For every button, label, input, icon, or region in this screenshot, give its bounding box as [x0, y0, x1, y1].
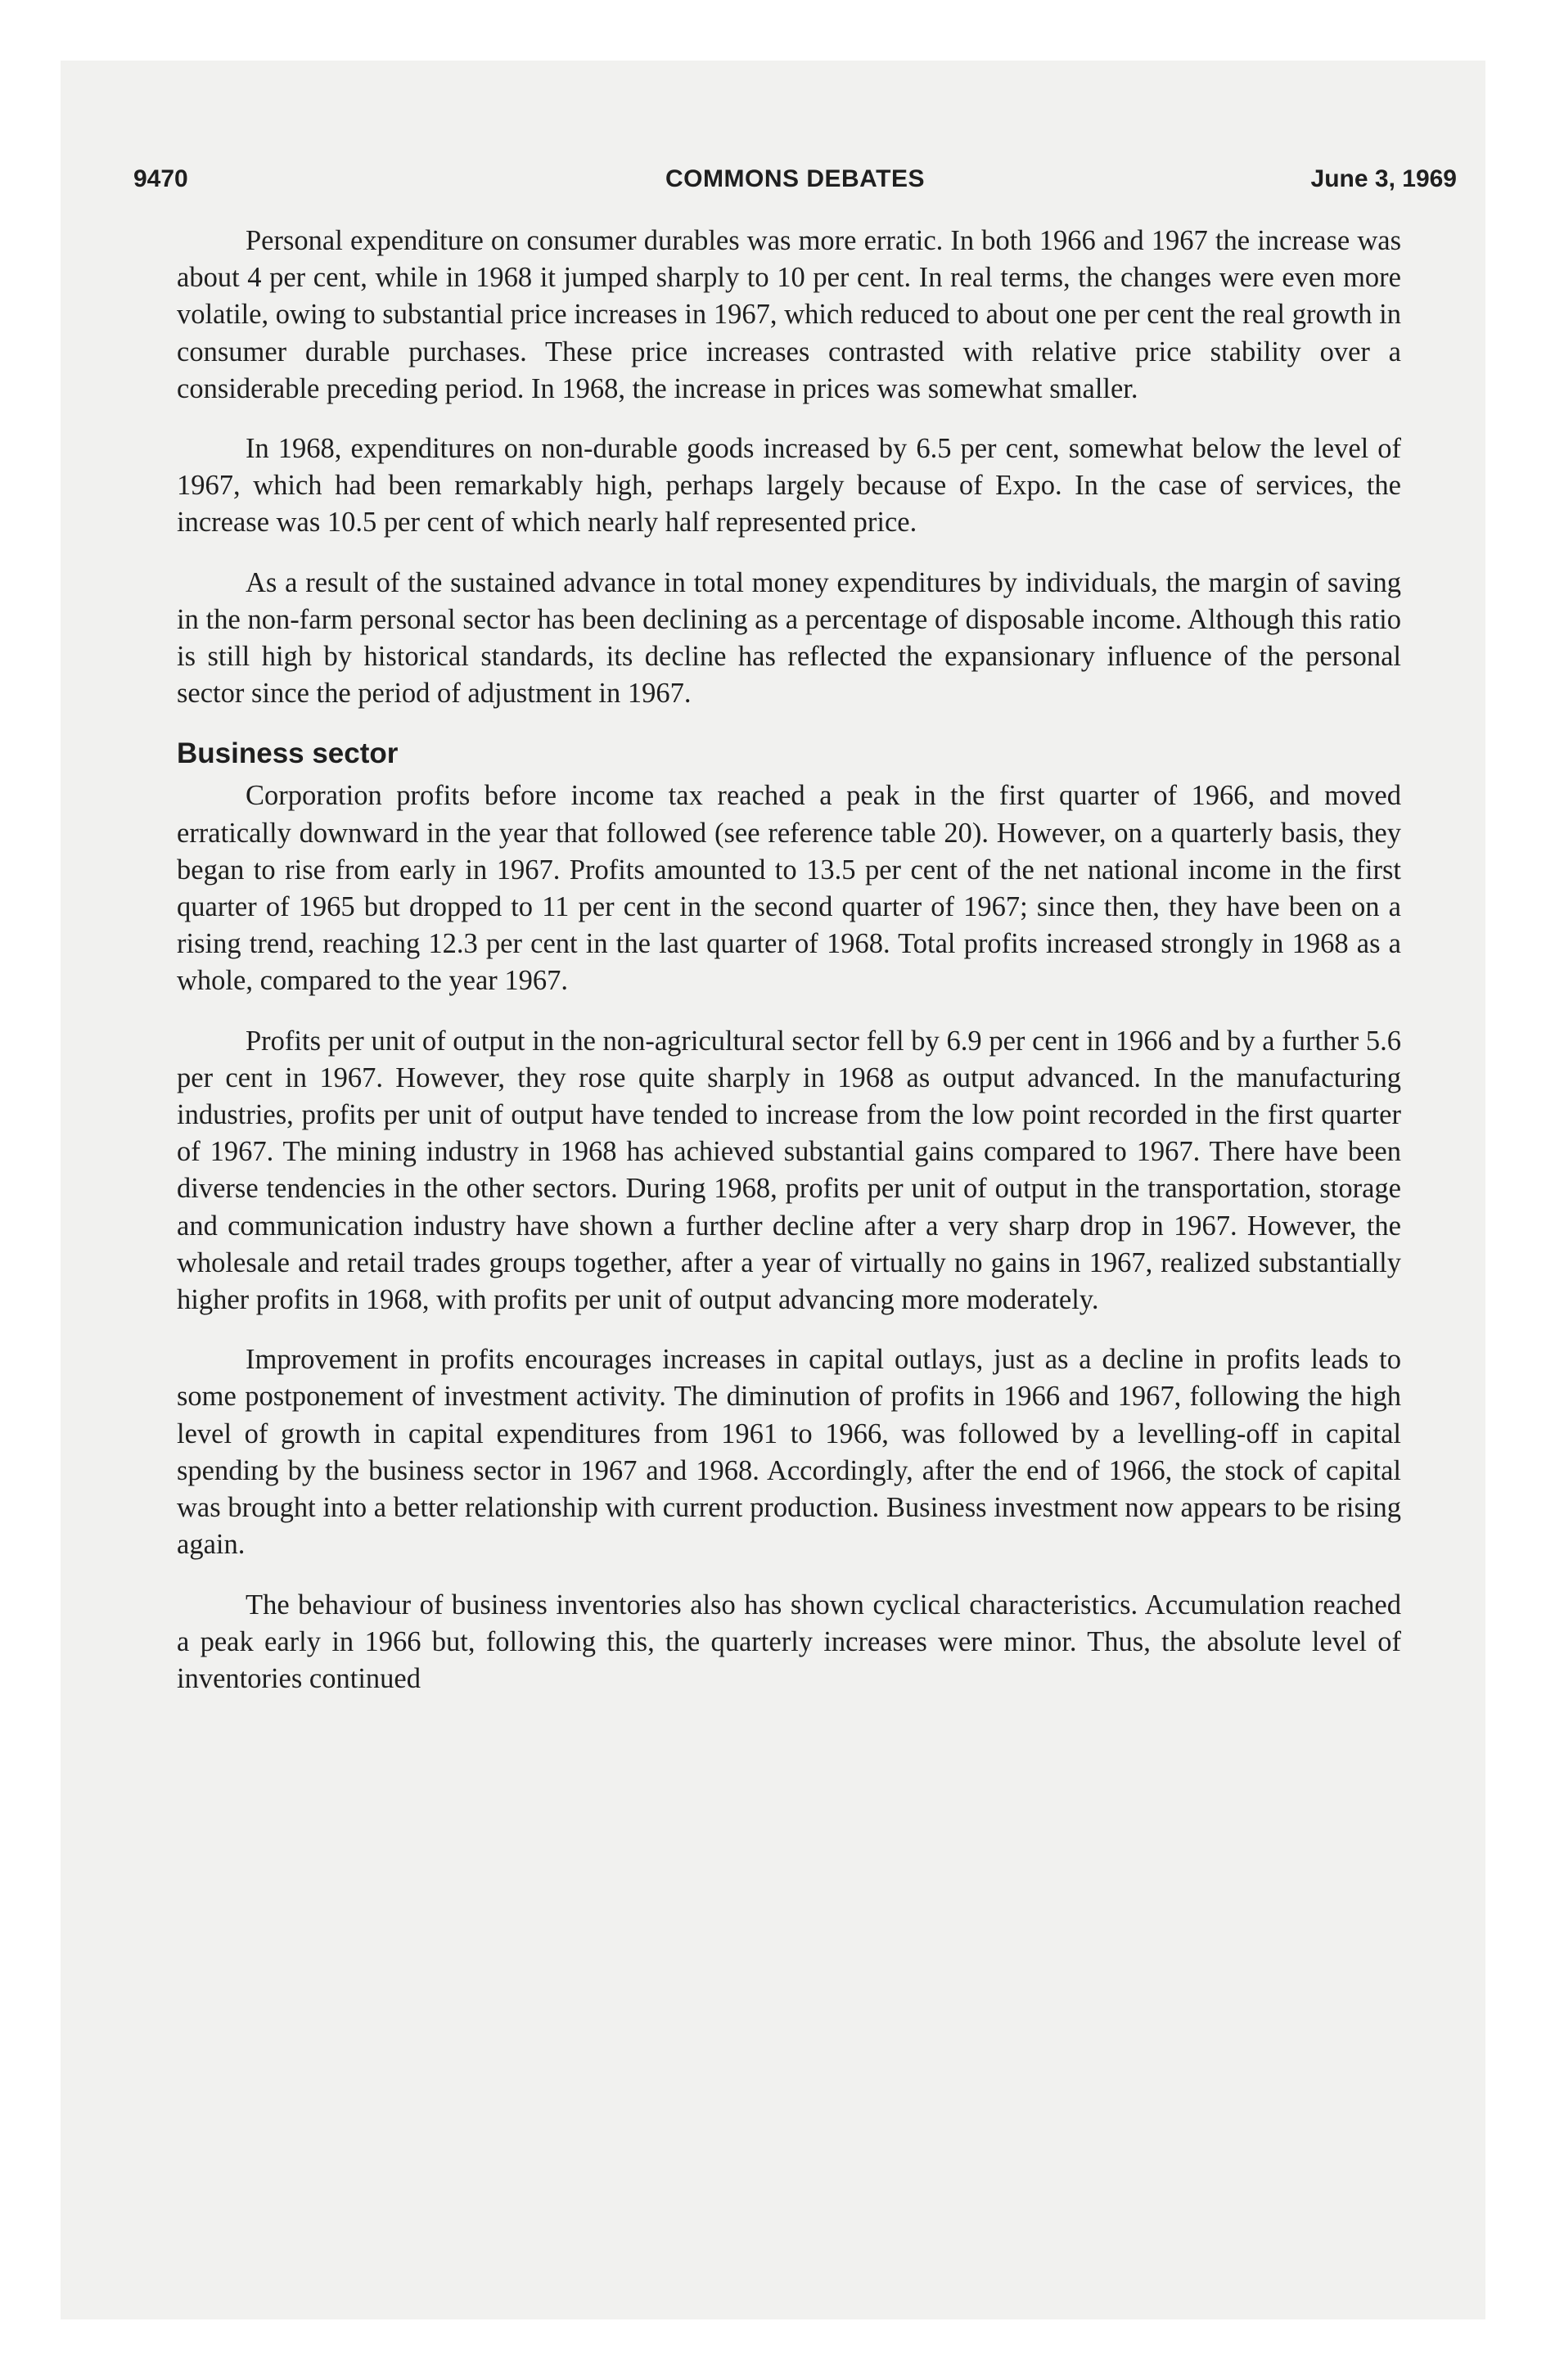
section-heading-business-sector: Business sector [177, 737, 399, 770]
paragraph-personal-saving: As a result of the sustained advance in total money expenditures by individuals, the margin of saving in the non-farm personal sector has been declining as a percentage of disposable income. Although this ratio is still high by historical standards, its decline has reflected the expansionary influence of the personal sector since the period of adjustment in 1967. [177, 566, 1401, 710]
paragraph-profits-per-unit: Profits per unit of output in the non-agricultural sector fell by 6.9 per cent in 1966 and by a further 5.6 per cent in 1967. However, they rose quite sharply in 1968 as output advanced. In the manufacturing industries, profits per unit of output have tended to increase from the low point recorded in the first quarter of 1967. The mining industry in 1968 has achieved substantial gains compared to 1967. There have been diverse tendencies in the other sectors. During 1968, profits per unit of output in the transportation, storage and communication industry have shown a further decline after a very sharp drop in 1967. However, the wholesale and retail trades groups together, after a year of virtually no gains in 1967, realized substantially higher profits in 1968, with profits per unit of output advancing more moderately. [177, 1025, 1401, 1316]
paragraph-consumer-durables: Personal expenditure on consumer durables was more erratic. In both 1966 and 1967 the increase was about 4 per cent, while in 1968 it jumped sharply to 10 per cent. In real terms, the changes were even more volatile, owing to substantial price increases in 1967, which reduced to about one per cent the real growth in consumer durable purchases. These price increases contrasted with relative price stability over a considerable preceding period. In 1968, the increase in prices was somewhat smaller. [177, 225, 1401, 404]
page-number: 9470 [133, 165, 188, 192]
paragraph-corporation-profits: Corporation profits before income tax reached a peak in the first quarter of 1966, and moved erratically downward in the year that followed (see reference table 20). However, on a quarterly basis, they began to rise from early in 1967. Profits amounted to 13.5 per cent of the net national income in the first quarter of 1965 but dropped to 11 per cent in the second quarter of 1967; since then, they have been on a rising trend, reaching 12.3 per cent in the last quarter of 1968. Total profits increased strongly in 1968 as a whole, compared to the year 1967. [177, 780, 1401, 997]
paragraph-capital-outlays: Improvement in profits encourages increases in capital outlays, just as a decline in profits leads to some postponement of investment activity. The diminution of profits in 1966 and 1967, following the high level of growth in capital expenditures from 1961 to 1966, was followed by a levelling-off in capital spending by the business sector in 1967 and 1968. Accordingly, after the end of 1966, the stock of capital was brought into a better relationship with current production. Business investment now appears to be rising again. [177, 1344, 1401, 1561]
article-body [177, 223, 1401, 1720]
page-date: June 3, 1969 [1310, 165, 1457, 192]
paragraph-non-durable-goods: In 1968, expenditures on non-durable goods increased by 6.5 per cent, somewhat below the level of 1967, which had been remarkably high, perhaps largely because of Expo. In the case of services, the increase was 10.5 per cent of which nearly half represented price. [177, 433, 1401, 539]
publication-title: COMMONS DEBATES [665, 165, 925, 192]
paragraph-business-inventories: The behaviour of business inventories also has shown cyclical characteristics. Accumulation reached a peak early in 1966 but, following this, the quarterly increases were minor. Thus, the absolute level of inventories continued [177, 1589, 1401, 1694]
page-header [133, 165, 1457, 206]
